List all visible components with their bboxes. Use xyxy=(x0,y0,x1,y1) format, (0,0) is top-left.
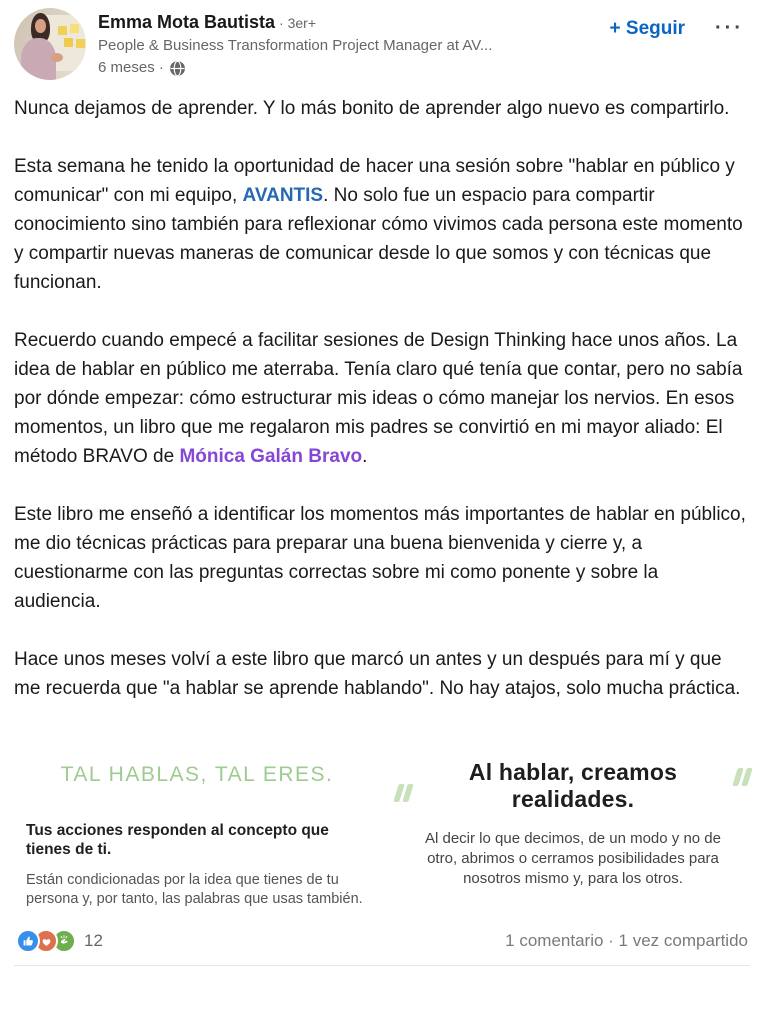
post-header xyxy=(0,0,764,80)
post-meta xyxy=(98,58,610,78)
quote-right-title: Al hablar, creamos realidades. xyxy=(468,759,678,812)
company-link[interactable]: AVANTIS xyxy=(242,185,324,206)
paragraph-1: Nunca dejamos de aprender. Y lo más bonito de aprender algo nuevo es compartirlo. xyxy=(14,98,730,119)
globe-icon xyxy=(169,60,186,77)
header-info xyxy=(98,8,610,78)
bottom-divider xyxy=(14,965,750,966)
quote-card-left xyxy=(0,729,382,907)
quote-left-title: TAL HABLAS, TAL ERES. xyxy=(60,763,334,786)
quote-left-body: Están condicionadas por la idea que tienes de tu persona y, por tanto, las palabras que usas también. xyxy=(26,872,363,907)
author-name[interactable]: Emma Mota Bautista xyxy=(98,12,276,32)
quote-mark-icon xyxy=(735,768,750,786)
header-actions xyxy=(610,8,746,40)
paragraph-5: Hace unos meses volví a este libro que marcó un antes y un después para mí y que me recuerda que "a hablar se aprende hablando". No hay atajos, solo mucha práctica. xyxy=(14,649,741,699)
post-time: 6 meses · xyxy=(98,59,164,76)
more-options-button[interactable]: ··· xyxy=(715,17,744,39)
like-icon xyxy=(16,929,40,953)
post-image-attachment[interactable] xyxy=(0,729,764,907)
quote-mark-icon xyxy=(396,784,411,802)
reactions-count: 12 xyxy=(84,931,103,950)
author-headline: People & Business Transformation Project Manager at AV... xyxy=(98,37,493,54)
avatar[interactable] xyxy=(14,8,86,80)
connection-degree: · 3er+ xyxy=(279,15,317,31)
quote-right-body: Al decir lo que decimos, de un modo y no de otro, abrimos o cerramos posibilidades para nosotros mismo y, para los otros. xyxy=(424,830,721,887)
post-body xyxy=(0,80,764,703)
comments-shares-count[interactable]: 1 comentario · 1 vez compartido xyxy=(505,931,748,950)
paragraph-2: Esta semana he tenido la oportunidad de hacer una sesión sobre "hablar en público y comunicar" con mi equipo, AVANTIS. No solo fue un espacio para compartir conocimiento sino también para reflexionar cómo vivimos cada persona este momento y compartir nuevas maneras de comunicar desde lo que somos y con técnicas que funcionan. xyxy=(14,156,743,293)
quote-left-subtitle: Tus acciones responden al concepto que tienes de ti. xyxy=(26,822,329,858)
paragraph-4: Este libro me enseñó a identificar los momentos más importantes de hablar en público, me dio técnicas prácticas para preparar una buena bienvenida y cierre y, a cuestionarme con las preguntas correctas sobre mi como ponente y sobre la audiencia. xyxy=(14,504,746,612)
social-counts-bar xyxy=(0,929,764,953)
paragraph-3: Recuerdo cuando empecé a facilitar sesiones de Design Thinking hace unos años. La idea de hablar en público me aterraba. Tenía claro qué tenía que contar, pero no sabía por dónde empezar: cómo estructurar mis ideas o cómo manejar los nervios. En esos momentos, un libro que me regalaron mis padres se convirtió en mi mayor aliado: El método BRAVO de Mónica Galán Bravo. xyxy=(14,330,743,467)
author-name-row xyxy=(98,11,610,34)
follow-button[interactable]: + Seguir xyxy=(609,18,686,39)
quote-card-right xyxy=(382,729,764,907)
reactions-summary[interactable] xyxy=(16,929,103,953)
mention-link[interactable]: Mónica Galán Bravo xyxy=(179,446,363,467)
